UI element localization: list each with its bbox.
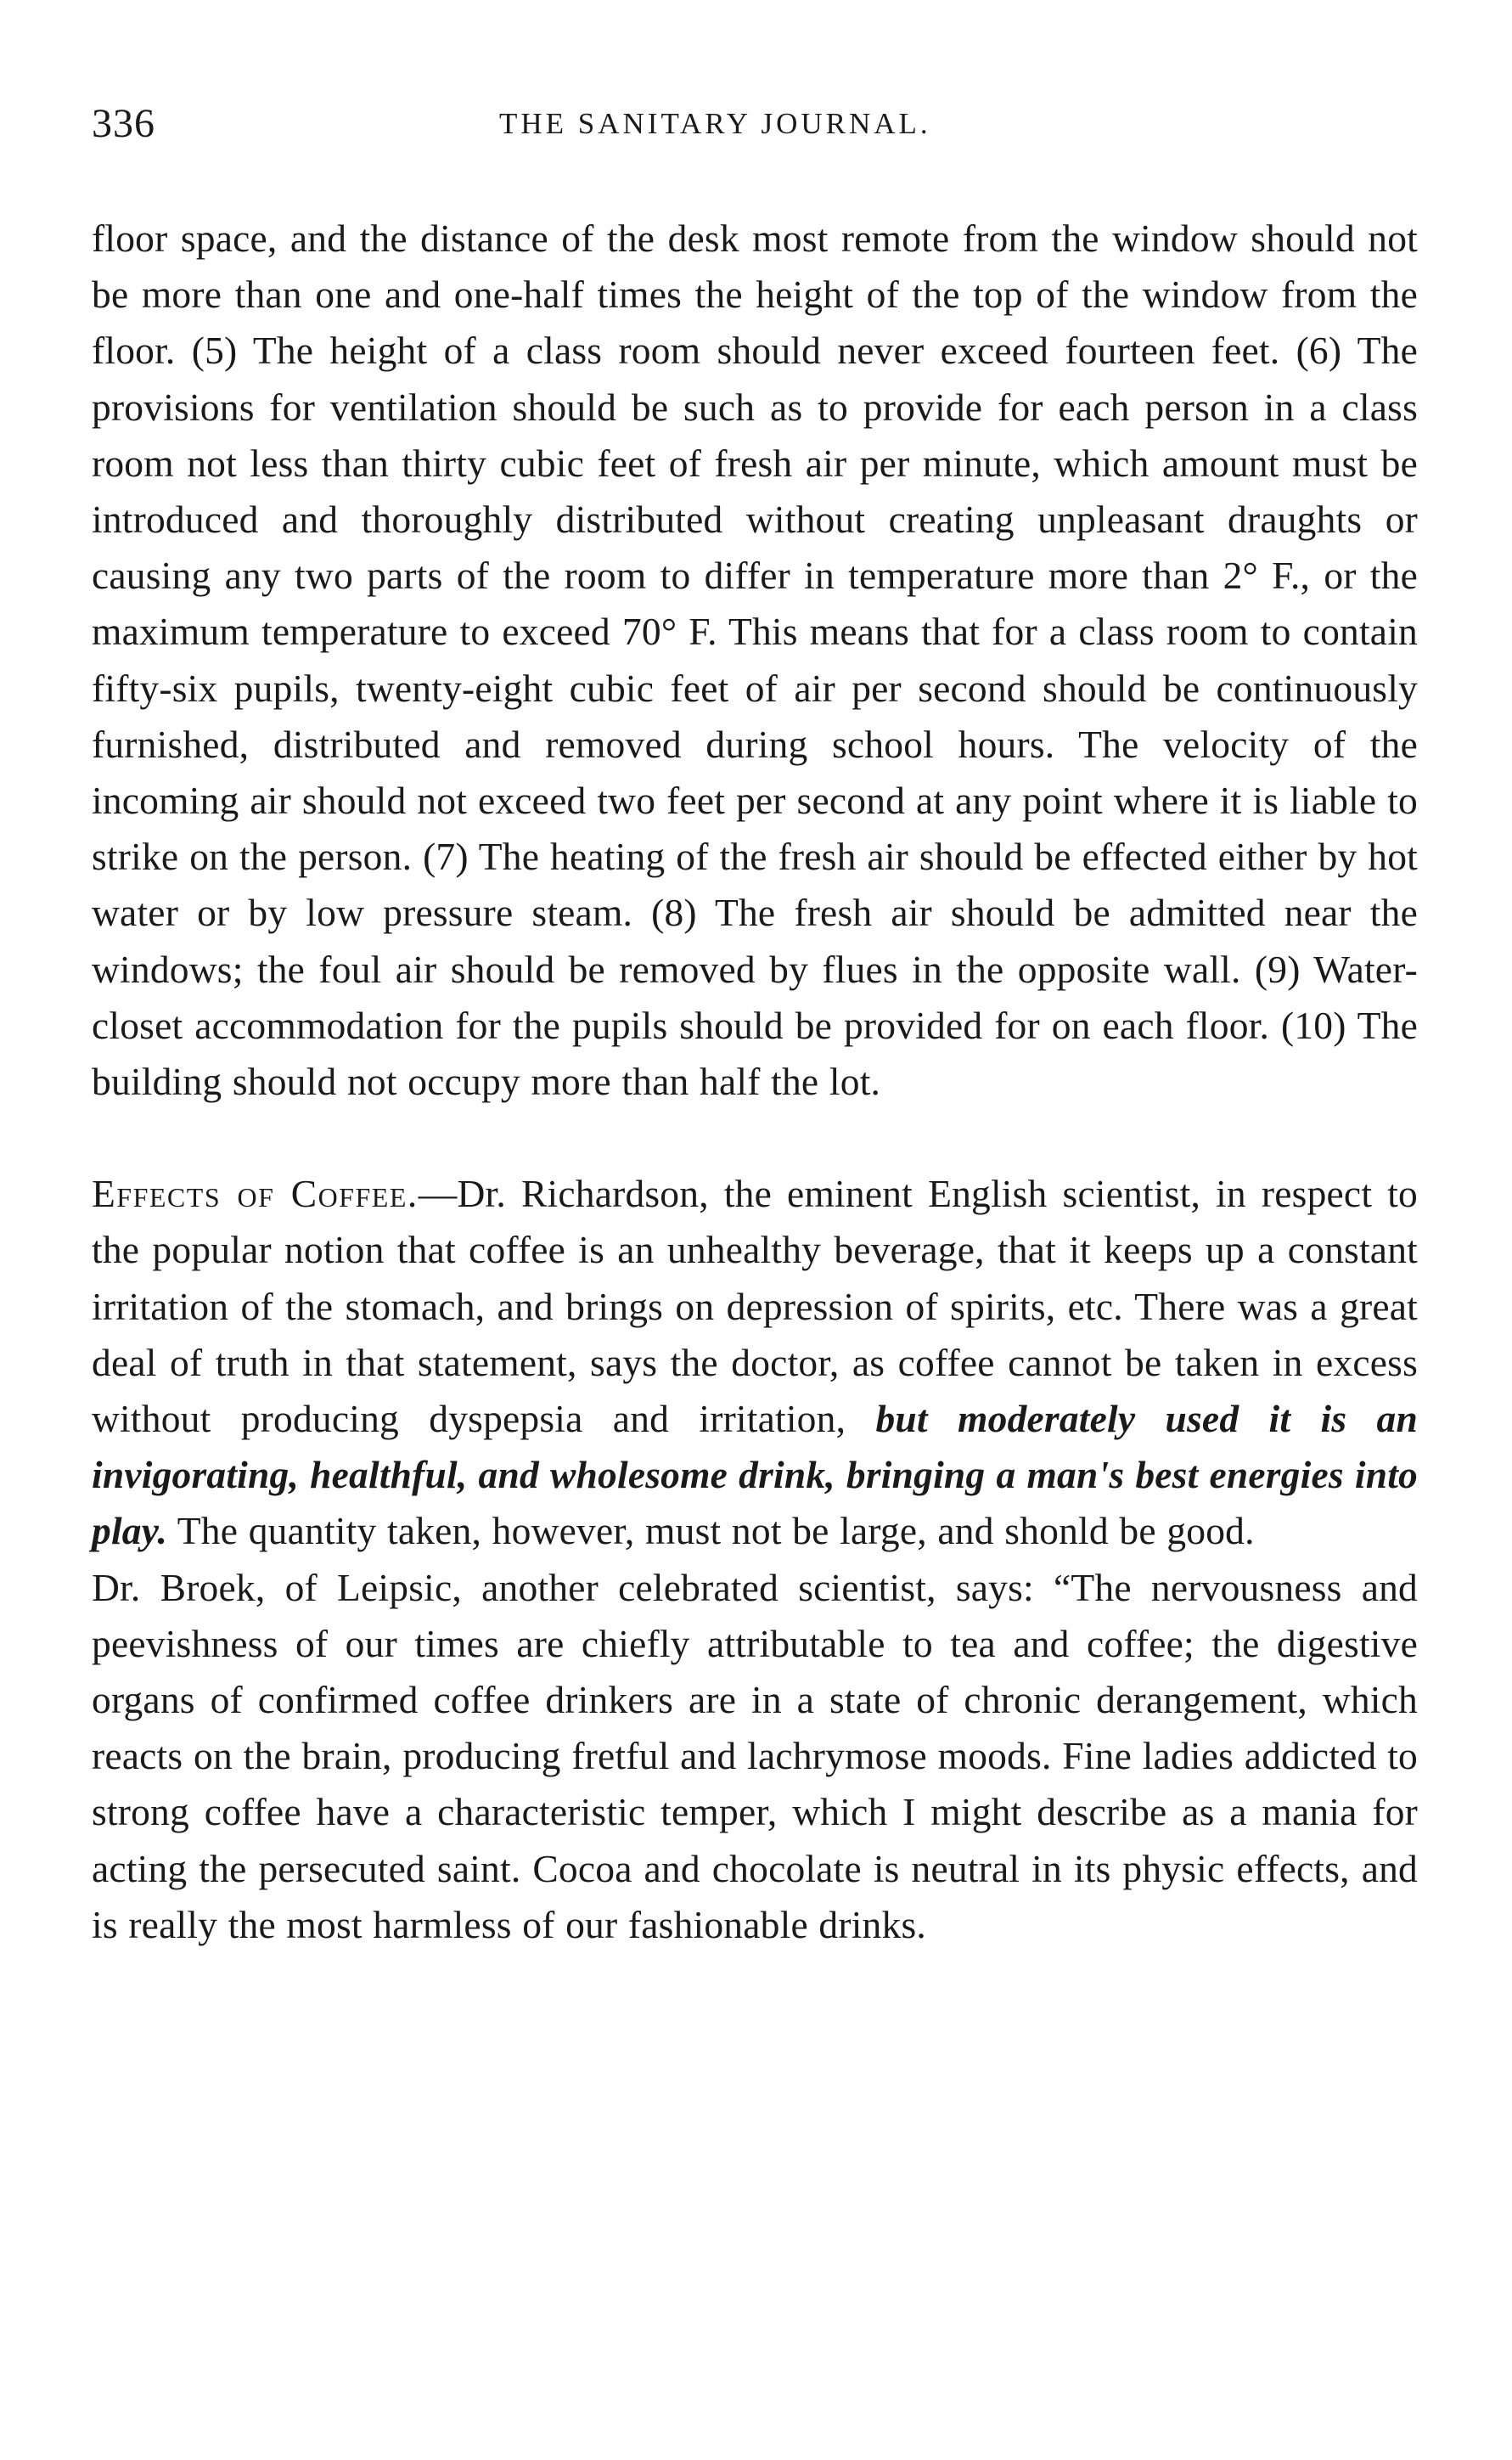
running-head [92, 100, 1418, 151]
section-heading: Effects of Coffee. [92, 1172, 419, 1216]
section-gap [92, 1110, 1418, 1166]
italic-quote: but moderately used it is an invigorating, healthful, and wholesome drink, bringing a man's best energies into play. [92, 1397, 1419, 1553]
journal-title: THE SANITARY JOURNAL. [499, 107, 931, 140]
paragraph-school-requirements: floor space, and the distance of the desk most remote from the window should not be more than one and one-half times the height of the top of the window from the floor. (5) The height of a class room should never exceed fourteen feet. (6) The provisions for ventilation should be such as to provide for each person in a class room not less than thirty cubic feet of fresh air per minute, which amount must be introduced and thoroughly distributed without creating unpleasant draughts or causing any two parts of the room to differ in temperature more than 2° F., or the maximum temperature to exceed 70° F. This means that for a class room to contain fifty-six pupils, twenty-eight cubic feet of air per second should be continuously furnished, distributed and removed during school hours. The velocity of the incoming air should not exceed two feet per second at any point where it is liable to strike on the person. (7) The heating of the fresh air should be effected either by hot water or by low pressure steam. (8) The fresh air should be admitted near the windows; the foul air should be removed by flues in the opposite wall. (9) Water-closet accommodation for the pupils should be provided for on each floor. (10) The building should not occupy more than half the lot. [92, 217, 1418, 1104]
journal-page [92, 100, 1418, 1953]
paragraph-effects-of-coffee [92, 1166, 1418, 1559]
paragraph-dr-broek: Dr. Broek, of Leipsic, another celebrated scientist, says: “The nervousness and peevishness of our times are chiefly attributable to tea and coffee; the digestive organs of confirmed coffee drinkers are in a state of chronic derangement, which reacts on the brain, producing fretful and lachrymose moods. Fine ladies addicted to strong coffee have a characteristic temper, which I might describe as a mania for acting the persecuted saint. Cocoa and chocolate is neutral in its physic effects, and is really the most harmless of our fashionable drinks. [92, 1565, 1418, 1946]
paragraph-text-part-1: —Dr. Richardson, the eminent English scientist, in respect to the popular notion that coffee is an unhealthy beverage, that it keeps up a constant irritation of the stomach, and brings on depression of spirits, etc. There was a great deal of truth in that statement, says the doctor, as coffee cannot be taken in excess without producing dyspepsia and irritation, [92, 1172, 1418, 1441]
page-number: 336 [92, 101, 155, 146]
paragraph-text-part-2: The quantity taken, however, must not be large, and shonld be good. [167, 1509, 1255, 1553]
